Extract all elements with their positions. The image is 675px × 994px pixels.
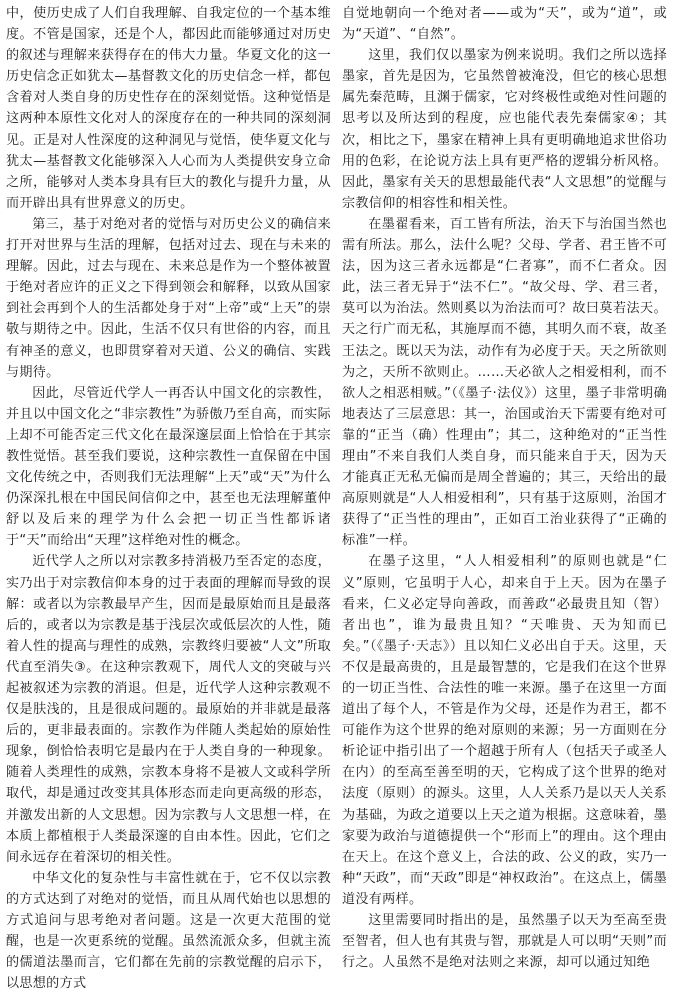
paragraph: 中华文化的复杂性与丰富性就在于，它不仅以宗教的方式达到了对绝对的觉悟，而且从周代始也以思想的方式追问与思考绝对者问题。这是一次更大范围的觉醒，也是一次更系统的觉醒。虽然流派众多，但就主流的儒道法墨而言，它们都在先前的宗教觉醒的启示下，以思想的方式	[6, 870, 331, 992]
paragraph: 在墨翟看来，百工皆有所法，治天下与治国当然也需有所法。那么，法什么呢？父母、学者、君王皆不可法，因为这三者永远都是“仁者寡”，而不仁者众。因此，法三者无异于“法不仁”。“故父母、学、君三者，莫可以为治法。然则奚以为治法而可？故曰莫若法天。天之行广而无私，其施厚而不德，其明久而不衰，故圣王法之。既以天为法，动作有为必度于天。天之所欲则为之，天所不欲则止。……天必欲人之相爱相利，而不欲人之相恶相贼。”（《墨子·法仪》）这里，墨子非常明确地表达了三层意思：其一，治国或治天下需要有绝对可靠的“正当（确）性理由”；其二，这种绝对的“正当性理由”不来自我们人类自身，而只能来自于天，因为天才能真正无私无偏而是周全普遍的；其三，天给出的最高原则就是“人人相爱相利”，只有基于这原则，治国才获得了“正当性的理由”，正如百工治业获得了“正确的标准”一样。	[342, 216, 667, 549]
paragraph: 这里需要同时指出的是，虽然墨子以天为至高至贵至智者，但人也有其贵与智，那就是人可以明“天则”而行之。人虽然不是绝对法则之来源，却可以通过知绝	[342, 913, 667, 971]
paragraph: 近代学人之所以对宗教多持消极乃至否定的态度，实乃出于对宗教信仰本身的过于表面的理解而导致的误解：或者以为宗教最早产生，因而是最原始而且是最落后的，或者以为宗教是基于浅层次或低层次的人性，随着人性的提高与理性的成熟，宗教终归要被“人文”所取代直至消失③。在这种宗教观下，周代人文的突破与兴起被叙述为宗教的消退。但是，近代学人这种宗教观不仅是肤浅的，且是很成问题的。最原始的并非就是最落后的，更非最表面的。宗教作为伴随人类起始的原始性现象，倒恰恰表明它是最内在于人类自身的一种现象。随着人类理性的成熟，宗教本身将不是被人文或科学所取代，却是通过改变其具体形态而走向更高级的形态，并激发出新的人文思想。因为宗教与人文思想一样，在本质上都植根于人类最深邃的自由本性。因此，它们之间永远存在着深切的相关性。	[6, 554, 331, 865]
paragraph: 因此，尽管近代学人一再否认中国文化的宗教性，并且以中国文化之“非宗教性”为骄傲乃至自高，而实际上却不可能否定三代文化在最深邃层面上恰恰在于其宗教性觉悟。甚至我们要说，这种宗教性一直保留在中国文化传统之中，否则我们无法理解“上天”或“天”为什么仍深深扎根在中国民间信仰之中，甚至也无法理解董仲舒以及后来的理学为什么会把一切正当性都诉诸于“天”而给出“天理”这样绝对性的概念。	[6, 385, 331, 549]
paragraph: 第三，基于对绝对者的觉悟与对历史公义的确信来打开对世界与生活的理解，包括对过去、现在与未来的理解。因此，过去与现在、未来总是作为一个整体被置于绝对者应许的正义之下得到领会和解释，以致从国家到社会再到个人的生活都处身于对“上帝”或“上天”的崇敬与期待之中。因此，生活不仅只有世俗的内容，而且有神圣的意义，也即贯穿着对天道、公义的确信、实践与期待。	[6, 216, 331, 380]
left-column	[6, 3, 331, 994]
paragraph: 在墨子这里，“人人相爱相利”的原则也就是“仁义”原则，它虽明于人心，却来自于上天。因为在墨子看来，仁义必定导向善政，而善政“必最贵且知（智）者出也”，谁为最贵且知？“天唯贵、天为知而已矣。”（《墨子·天志》）且以知仁义必出自于天。这里，天不仅是最高贵的，且是最智慧的，它是我们在这个世界的一切正当性、合法性的唯一来源。墨子在这里一方面道出了每个人，不管是作为父母，还是作为君王，都不可能作为这个世界的绝对原则的来源；另一方面则在分析论证中指引出了一个超越于所有人（包括天子或圣人在内）的至高至善至明的天，它构成了这个世界的绝对法度（原则）的源头。这里，人人关系乃是以天人关系为基础，为政之道要以上天之道为根据。这意味着，墨家要为政治与道德提供一个“形而上”的理由。这个理由在天上。在这个意义上，合法的政、公义的政，实乃一种“天政”，而“天政”即是“神权政治”。在这点上，儒墨道没有两样。	[342, 554, 667, 907]
paragraph: 自觉地朝向一个绝对者——或为“天”，或为“道”，或为“天道”、“自然”。	[342, 6, 667, 43]
paragraph: 中，使历史成了人们自我理解、自我定位的一个基本维度。不管是国家，还是个人，都因此而能够通过对历史的叙述与理解来获得存在的伟大力量。华夏文化的这一历史信念正如犹太—基督教文化的历史信念一样，都包含着对人类自身的历史性存在的深刻觉悟。这种觉悟是这两种本原性文化对人的深度存在的一种共同的深刻洞见。正是对人性深度的这种洞见与觉悟，使华夏文化与犹太—基督教文化能够深入人心而为人类提供安身立命之所，能够对人类本身具有巨大的教化与提升力量，从而开辟出具有世界意义的历史。	[6, 6, 331, 211]
paragraph: 这里，我们仅以墨家为例来说明。我们之所以选择墨家，首先是因为，它虽然曾被淹没，但它的核心思想属先秦范畴，且渊于儒家，它对终极性或绝对性问题的思考以及所达到的程度，应也能代表先秦儒家④；其次，相比之下，墨家在精神上具有更明确地追求世俗功用的色彩，在论说方法上具有更严格的逻辑分析风格。因此，墨家有关天的思想最能代表“人文思想”的觉醒与宗教信仰的相容性和相关性。	[342, 48, 667, 211]
right-column	[342, 3, 667, 973]
